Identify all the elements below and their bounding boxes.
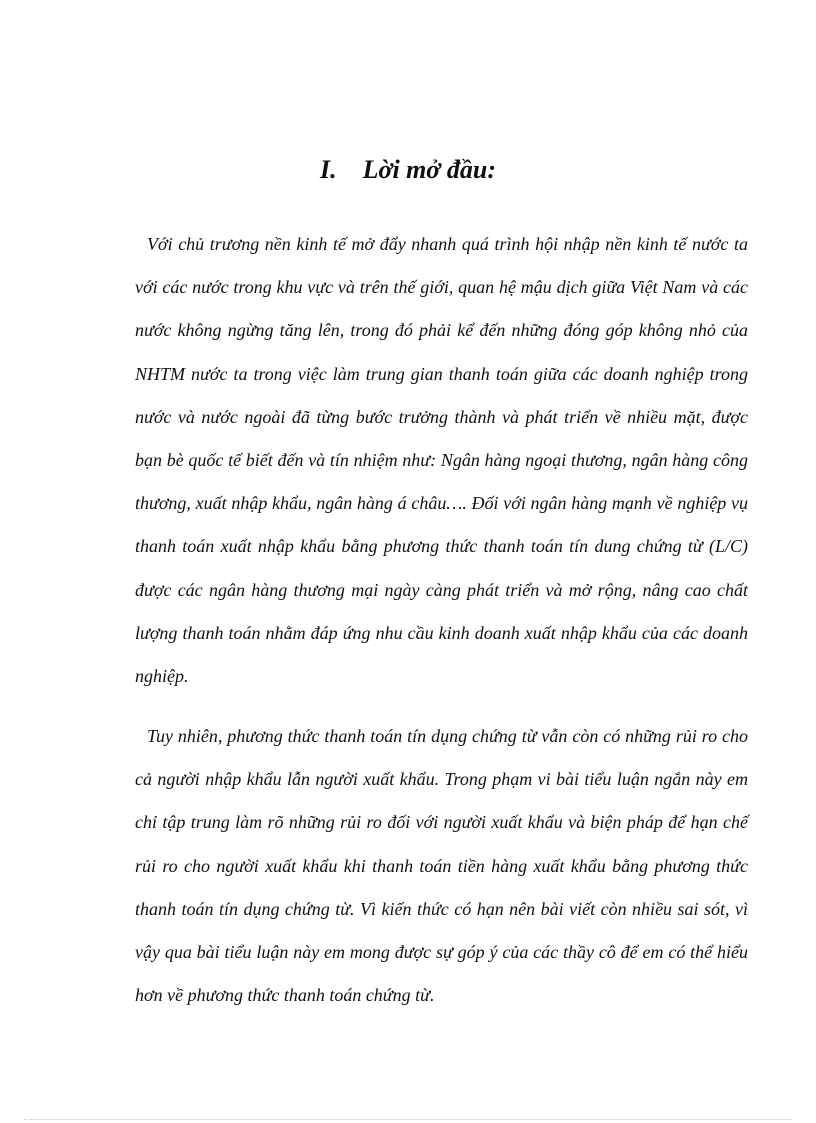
section-heading xyxy=(0,150,816,190)
page-bottom-divider xyxy=(24,1119,792,1120)
paragraph-intro: Với chủ trương nền kinh tế mở đẩy nhanh quá trình hội nhập nền kinh tế nước ta với các nước trong khu vực và trên thế giới, quan hệ mậu dịch giữa Việt Nam và các nước không ngừng tăng lên, trong đó phải kể đến những đóng góp không nhỏ của NHTM nước ta trong việc làm trung gian thanh toán giữa các doanh nghiệp trong nước và nước ngoài đã từng bước trưởng thành và phát triển về nhiều mặt, được bạn bè quốc tế biết đến và tín nhiệm như: Ngân hàng ngoại thương, ngân hàng công thương, xuất nhập khẩu, ngân hàng á châu…. Đối với ngân hàng mạnh về nghiệp vụ thanh toán xuất nhập khẩu bằng phương thức thanh toán tín dung chứng từ (L/C) được các ngân hàng thương mại ngày càng phát triển và mở rộng, nâng cao chất lượng thanh toán nhằm đáp ứng nhu cầu kinh doanh xuất nhập khẩu của các doanh nghiệp. xyxy=(135,234,748,687)
paragraph-scope: Tuy nhiên, phương thức thanh toán tín dụng chứng từ vẫn còn có những rủi ro cho cả người nhập khẩu lẫn người xuất khẩu. Trong phạm vi bài tiểu luận ngắn này em chỉ tập trung làm rõ những rủi ro đối với người xuất khẩu và biện pháp để hạn chế rủi ro cho người xuất khẩu khi thanh toán tiền hàng xuất khẩu bằng phương thức thanh toán tín dụng chứng từ. Vì kiến thức có hạn nên bài viết còn nhiều sai sót, vì vậy qua bài tiểu luận này em mong được sự góp ý của các thầy cô để em có thể hiểu hơn về phương thức thanh toán chứng từ. xyxy=(135,726,748,1006)
section-title: Lời mở đầu: xyxy=(362,155,496,184)
section-number: I. xyxy=(320,155,337,184)
